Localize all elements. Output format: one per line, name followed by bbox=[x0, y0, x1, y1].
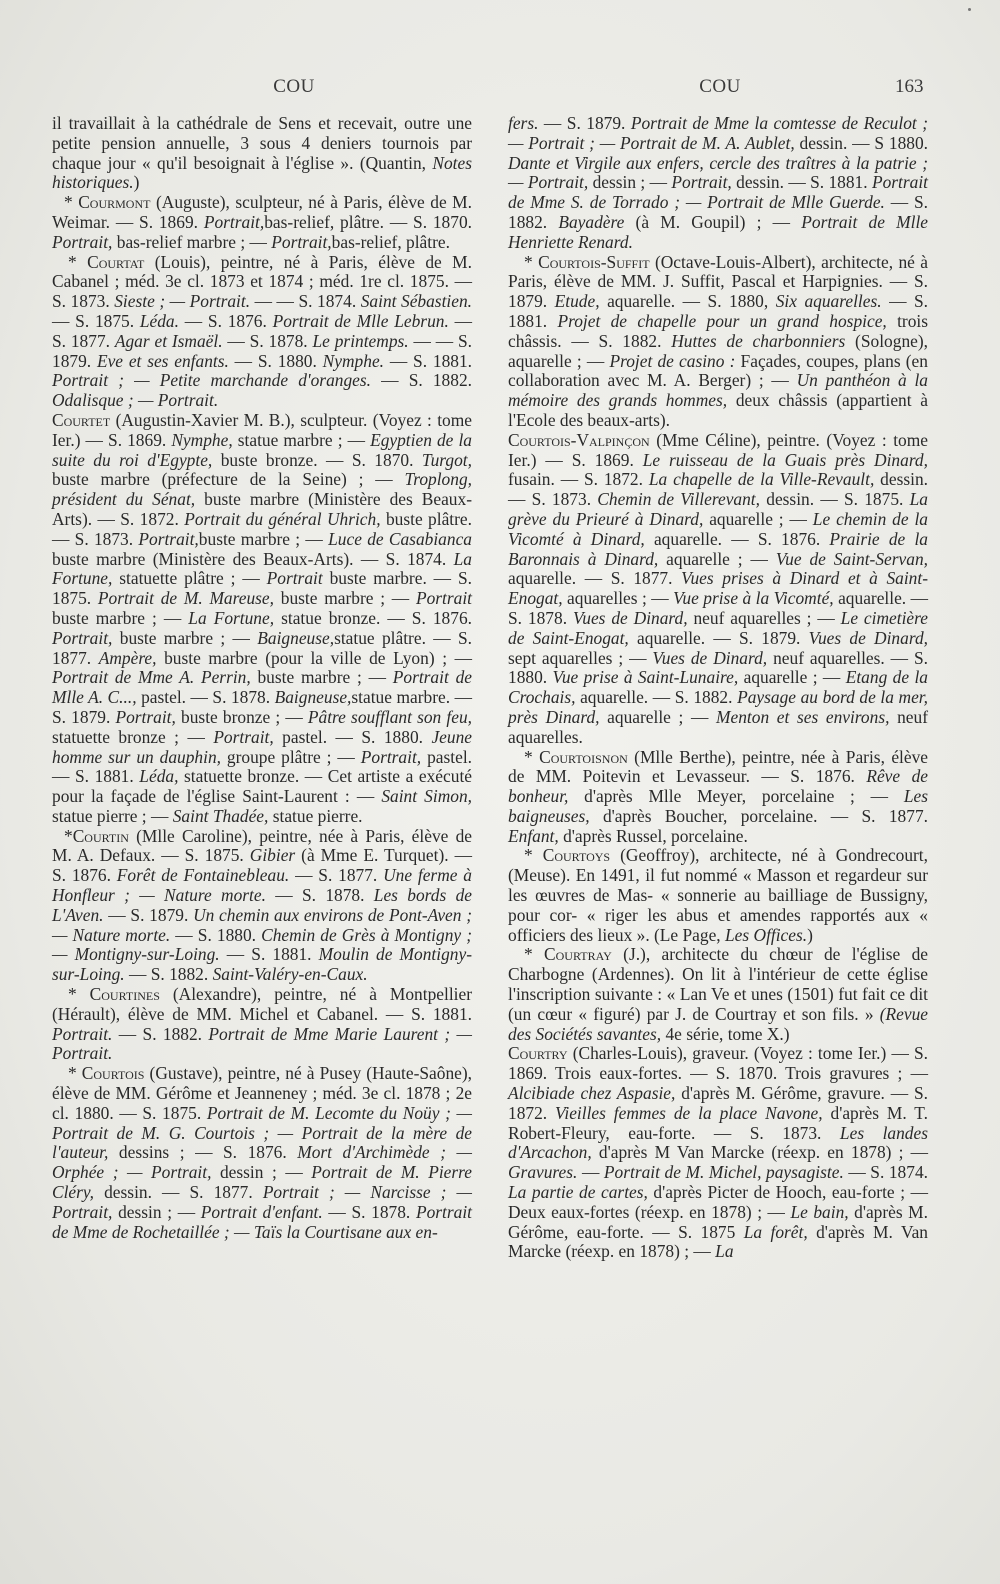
entry-name: Courtines bbox=[89, 984, 160, 1005]
text-run: (à M. Goupil) ; — bbox=[624, 211, 802, 232]
text-run: dessins ; — S. 1876. bbox=[108, 1142, 298, 1163]
italic-text: Nymphe. bbox=[322, 350, 385, 371]
italic-text: Portrait de M. Pierre Cléry, bbox=[52, 1162, 472, 1203]
text-run: dessin. — S. 1881. bbox=[731, 172, 872, 193]
italic-text: Portrait, bbox=[138, 528, 199, 549]
text-run: (Sologne), aquarelle ; — bbox=[508, 330, 928, 371]
italic-text: Gravures. bbox=[508, 1162, 578, 1183]
text-run: buste marbre ; — bbox=[112, 627, 258, 648]
italic-text: Portrait. bbox=[52, 1023, 113, 1044]
text-run: statuette bronze. — Cet artiste a exécuté pour la façade de l'église Saint-Laurent : — bbox=[52, 766, 472, 807]
text-run: * bbox=[524, 944, 545, 965]
text-run: — — S. 1874. bbox=[250, 291, 361, 312]
text-run: neuf aquarelles. bbox=[508, 706, 928, 747]
entry-courtray bbox=[508, 945, 928, 1044]
italic-text: La forêt, bbox=[743, 1221, 808, 1242]
italic-text: Chemin de Villerevant, bbox=[597, 489, 760, 510]
italic-text: Etang de la Crochais, bbox=[508, 667, 928, 708]
italic-text: Ampère, bbox=[98, 647, 157, 668]
text-run: buste marbre ; — bbox=[250, 667, 393, 688]
italic-text: Portrait, bbox=[360, 746, 422, 767]
italic-text: Enfant, bbox=[508, 825, 559, 846]
italic-text: Saint Thadée, bbox=[172, 805, 269, 826]
entry-courtoisnon bbox=[508, 748, 928, 847]
italic-text: Vieilles femmes de la place Navone, bbox=[555, 1102, 823, 1123]
text-run: aquarelle. — S. 1879. bbox=[628, 627, 809, 648]
text-run: buste bronze ; — bbox=[175, 706, 308, 727]
text-run: (à Mme E. Turquet). — S. 1876. bbox=[52, 845, 472, 886]
italic-text: Sieste ; — Portrait. bbox=[114, 291, 251, 312]
italic-text: Un chemin aux environs de Pont-Aven ; — Nature morte. bbox=[52, 904, 472, 945]
text-run: ) bbox=[133, 172, 140, 193]
italic-text: Le chemin de la Vicomté à Dinard, bbox=[508, 508, 928, 549]
italic-text: La bbox=[715, 1241, 734, 1262]
italic-text: Les bords de L'Aven. bbox=[52, 885, 472, 925]
italic-text: La Fortune, bbox=[52, 548, 472, 589]
italic-text: Paysage au bord de la mer, près Dinard, bbox=[508, 687, 928, 727]
text-run: * bbox=[68, 984, 90, 1005]
italic-text: Menton et ses environs, bbox=[716, 706, 890, 727]
italic-text: Portrait, bbox=[203, 211, 265, 232]
text-run: dessin. — S. 1873. bbox=[508, 469, 928, 510]
italic-text: Jeune homme sur un dauphin, bbox=[52, 726, 472, 767]
text-run: buste marbre (Ministère des Beaux-Arts). — S. 1874. bbox=[52, 548, 454, 569]
entry-name: Courtin bbox=[72, 825, 129, 846]
italic-text: Portrait de M. Mareuse, bbox=[97, 588, 274, 609]
italic-text: Portrait de Mlle A. C..., bbox=[52, 667, 472, 708]
text-run: groupe plâtre ; — bbox=[221, 746, 361, 767]
text-run: — S. 1877. bbox=[52, 310, 472, 351]
text-run: — S. 1876. bbox=[178, 310, 273, 331]
italic-text: Portrait ; — Petite marchande d'oranges. bbox=[52, 370, 371, 391]
text-run: * bbox=[68, 1063, 82, 1084]
text-run: (Alexandre), peintre, né à Montpellier (Hérault), élève de MM. Michel et Cabanel. — S. 1881. bbox=[52, 984, 472, 1024]
text-run: 4e série, tome X.) bbox=[661, 1023, 790, 1044]
running-head-left: COU bbox=[273, 76, 315, 97]
text-run: trois châssis. — S. 1882. bbox=[508, 310, 928, 351]
text-run: — S. 1880. bbox=[170, 924, 262, 945]
left-column bbox=[52, 114, 472, 1242]
running-head-right: COU bbox=[699, 76, 741, 97]
text-run: buste marbre (préfecture de la Seine) ; — bbox=[52, 469, 405, 490]
entry-name: Courtoisnon bbox=[539, 746, 628, 767]
italic-text: Gibier bbox=[249, 845, 296, 866]
text-run: statue bronze. — S. 1876. bbox=[274, 607, 472, 628]
text-run: — S. 1881. bbox=[219, 944, 319, 965]
italic-text: Le printemps. bbox=[312, 330, 409, 351]
italic-text: La Fortune, bbox=[188, 607, 275, 628]
italic-text: Turgot, bbox=[421, 449, 472, 470]
italic-text: Léda, bbox=[139, 766, 179, 787]
text-run: — bbox=[577, 1162, 604, 1183]
text-run: aquarelle. — S. 1878. bbox=[508, 588, 928, 628]
italic-text: Agar et Ismaël. bbox=[114, 330, 223, 351]
text-run: Façades, coupes, plans (en collaboration avec M. A. Berger) ; — bbox=[508, 350, 928, 391]
italic-text: Les Offices. bbox=[725, 924, 808, 945]
italic-text: Chemin de Grès à Montigny ; — Montigny-sur-Loing. bbox=[52, 924, 472, 965]
italic-text: Rêve de bonheur, bbox=[508, 766, 928, 807]
entry-name: Courtois-Suffit bbox=[538, 251, 650, 272]
italic-text: Saint Simon, bbox=[381, 786, 472, 807]
italic-text: Nymphe, bbox=[171, 429, 233, 450]
text-run: aquarelle. — S. 1880, bbox=[599, 291, 776, 312]
italic-text: Projet de chapelle pour un grand hospice, bbox=[557, 310, 887, 331]
text-run: (Augustin-Xavier M. B.), sculpteur. (Voyez : tome Ier.) — S. 1869. bbox=[52, 409, 472, 450]
italic-text: Portrait ; — Narcisse ; — Portrait, bbox=[52, 1182, 472, 1222]
text-run: buste marbre ; — bbox=[274, 588, 416, 609]
italic-text: Pâtre soufflant son feu, bbox=[307, 706, 472, 727]
entry-courtois bbox=[52, 1064, 472, 1242]
text-run: (Geoffroy), architecte, né à Gondrecourt, (Meuse). En 1491, il fut nommé « Masson et regardeur sur les œuvres de Mas- « sonnerie au bailliage de Bussigny, pour cor- « riger les abus et amendes rapportés aux « officiers des lieux ». (Le Page, bbox=[508, 845, 928, 945]
text-run: statuette plâtre ; — bbox=[112, 568, 267, 589]
italic-text: Portrait de Mme A. Perrin, bbox=[52, 667, 251, 688]
text-run: pastel. — S. 1878. bbox=[136, 687, 275, 708]
text-run: bas-relief marbre ; — bbox=[112, 231, 272, 252]
text-run: — S. 1882. bbox=[112, 1023, 209, 1044]
entry-courtoys bbox=[508, 846, 928, 945]
text-run: (Mme Céline), peintre. (Voyez : tome Ier.) — S. 1869. bbox=[508, 429, 928, 470]
text-run: — S. 1878. bbox=[322, 1201, 416, 1222]
italic-text: Baigneuse, bbox=[257, 627, 335, 648]
italic-text: Léda. bbox=[139, 310, 179, 331]
italic-text: Portrait de Mlle Henriette Renard. bbox=[508, 211, 928, 252]
italic-text: Dante et Virgile aux enfers, cercle des traîtres à la patrie ; — Portrait, bbox=[508, 152, 928, 193]
entry-courtry bbox=[508, 1044, 928, 1262]
text-run: — S. 1881. bbox=[384, 350, 472, 371]
italic-text: Eve et ses enfants. bbox=[96, 350, 229, 371]
text-run: statue marbre. — S. 1879. bbox=[52, 687, 472, 727]
text-run: — S. 1882. bbox=[124, 964, 213, 985]
italic-text: Projet de casino : bbox=[609, 350, 736, 371]
entry-courtois-suffit bbox=[508, 253, 928, 431]
italic-text: Les landes d'Arcachon, bbox=[508, 1122, 928, 1163]
text-run: — S. 1882. bbox=[371, 370, 472, 391]
italic-text: Odalisque ; — Portrait. bbox=[52, 390, 219, 411]
italic-text: Portrait, bbox=[52, 231, 113, 252]
italic-text: Portrait de M. Michel, paysagiste. bbox=[603, 1162, 844, 1183]
italic-text: Le bain, bbox=[790, 1201, 849, 1222]
italic-text: Huttes de charbonniers bbox=[671, 330, 846, 351]
text-run: d'après Mlle Meyer, porcelaine ; — bbox=[568, 786, 904, 807]
italic-text: Portrait de Mme de Rochetaillée ; — Taïs la Courtisane aux en- bbox=[52, 1201, 472, 1242]
entry-name: Courtet bbox=[52, 409, 111, 430]
entry-name: Courtoys bbox=[542, 845, 611, 866]
text-run: (Octave-Louis-Albert), architecte, né à Paris, élève de MM. J. Suffit, Pascal et Harpignies. — S. 1879. bbox=[508, 251, 928, 312]
text-run: * bbox=[68, 251, 88, 272]
text-run: il travaillait à la cathédrale de Sens et recevait, outre une petite pension annuelle, 3 sous 4 deniers tournois par chaque jour « qu'il besoignait à l'église ». (Quantin, bbox=[52, 113, 472, 173]
entry-courtat bbox=[52, 253, 472, 411]
entry-name: Courtois bbox=[81, 1063, 145, 1084]
text-run: buste marbre. — S. 1875. bbox=[52, 568, 472, 609]
text-run: * bbox=[524, 845, 543, 866]
italic-text: Les baigneuses, bbox=[508, 786, 928, 826]
italic-text: Troplong, président du Sénat, bbox=[52, 469, 472, 510]
text-run: — S. 1882. bbox=[508, 192, 928, 232]
italic-text: Forêt de Fontainebleau. bbox=[116, 865, 290, 886]
text-run: (Gustave), peintre, né à Pusey (Haute-Saône), élève de MM. Gérôme et Jeanneney ; méd. 3e cl. 1878 ; 2e cl. 1880. — S. 1875. bbox=[52, 1063, 473, 1123]
italic-text: Portrait de Mme Marie Laurent ; — Portrait. bbox=[52, 1023, 472, 1064]
entry-courtin bbox=[52, 827, 472, 985]
text-run: d'après Boucher, porcelaine. — S. 1877. bbox=[589, 805, 928, 826]
italic-text: fers. bbox=[508, 113, 539, 133]
text-run: statuette bronze ; — bbox=[52, 726, 214, 747]
text-run: deux châssis (appartient à l'Ecole des beaux-arts). bbox=[508, 390, 928, 430]
italic-text: Portrait de M. Lecomte du Noüy ; — Portrait de M. G. Courtois ; — Portrait de la mère de l'auteur, bbox=[52, 1102, 472, 1163]
text-run: neuf aquarelles. — S. 1880. bbox=[508, 647, 928, 688]
italic-text: Baigneuse, bbox=[274, 687, 352, 708]
text-run: (Mlle Berthe), peintre, née à Paris, élève de MM. Poitevin et Levasseur. — S. 1876. bbox=[508, 746, 929, 787]
text-run: * bbox=[524, 746, 540, 767]
text-run: statue plâtre. — S. 1877. bbox=[52, 627, 473, 668]
text-run: * bbox=[524, 251, 539, 272]
text-run: — — S. 1879. bbox=[52, 330, 472, 371]
italic-text: Portrait bbox=[266, 568, 323, 589]
text-run: aquarelle. — S. 1877. bbox=[508, 568, 682, 589]
italic-text: Portrait, bbox=[671, 172, 732, 193]
italic-text: Vue prise à la Vicomté, bbox=[673, 588, 834, 609]
text-run: — S. 1879. bbox=[538, 113, 631, 133]
text-run: neuf aquarelles ; — bbox=[687, 607, 841, 628]
text-run: aquarelle ; — bbox=[703, 508, 813, 529]
entry-courmont bbox=[52, 193, 472, 252]
text-run: buste plâtre. — S. 1873. bbox=[52, 508, 472, 549]
text-run: dessin. — S. 1877. bbox=[94, 1182, 263, 1203]
text-run: dessin. — S 1880. bbox=[794, 132, 928, 153]
italic-text: Prairie de la Baronnais à Dinard, bbox=[508, 528, 928, 569]
entry-name: Courtray bbox=[544, 944, 612, 965]
italic-text: Portrait de Mlle Lebrun. bbox=[272, 310, 449, 331]
entry-name: Courtat bbox=[87, 251, 145, 272]
entry-continuation bbox=[52, 114, 472, 193]
text-run: buste bronze. — S. 1870. bbox=[212, 449, 422, 470]
italic-text: Etude, bbox=[554, 291, 600, 312]
italic-text: Vues prises à Dinard et à Saint-Enogat, bbox=[508, 568, 928, 609]
text-run: d'après M. Gérôme, eau-forte. — S. 1875 bbox=[508, 1201, 928, 1242]
italic-text: La partie de cartes, bbox=[508, 1182, 648, 1203]
entry-name: Courmont bbox=[78, 192, 151, 213]
italic-text: Une ferme à Honfleur ; — Nature morte. bbox=[52, 865, 472, 906]
text-run: dessin. — S. 1875. bbox=[760, 489, 910, 510]
text-run: (Mlle Caroline), peintre, née à Paris, élève de M. A. Defaux. — S. 1875. bbox=[52, 825, 472, 866]
text-run: bas-relief, plâtre. bbox=[331, 231, 450, 252]
text-run: — S. 1881. bbox=[508, 291, 928, 331]
italic-text: Saint Sébastien. bbox=[360, 291, 473, 312]
entry-courtines bbox=[52, 985, 472, 1064]
text-run: fusain. — S. 1872. bbox=[508, 469, 649, 490]
italic-text: (Revue des Sociétés savantes, bbox=[508, 1003, 928, 1044]
italic-text: Portrait, bbox=[271, 231, 332, 252]
italic-text: Six aquarelles. bbox=[775, 291, 882, 312]
italic-text: Un panthéon à la mémoire des grands hommes, bbox=[508, 370, 929, 411]
italic-text: Mort d'Archimède ; — Orphée ; — Portrait, bbox=[52, 1142, 472, 1183]
italic-text: Le ruisseau de la Guais près Dinard, bbox=[642, 449, 928, 470]
text-run: bas-relief, plâtre. — S. 1870. bbox=[264, 211, 472, 232]
text-run: d'après Picter de Hooch, eau-forte ; — Deux eaux-fortes (réexp. en 1878) ; — bbox=[508, 1182, 928, 1222]
italic-text: Notes historiques. bbox=[52, 152, 472, 193]
text-run: statue pierre. bbox=[268, 805, 363, 826]
text-run: — S. 1879. bbox=[103, 904, 194, 925]
text-run: d'après M Van Marcke (réexp. en 1878) ; — bbox=[591, 1142, 928, 1163]
text-run: d'après M. T. Robert-Fleury, eau-forte. — S. 1873. bbox=[508, 1102, 928, 1143]
italic-text: Portrait de Mme la comtesse de Reculot ; — Portrait ; — Portrait de M. A. Aublet, bbox=[508, 113, 928, 153]
italic-text: Moulin de Montigny-sur-Loing. bbox=[52, 944, 472, 985]
entry-courtet bbox=[52, 411, 472, 827]
italic-text: Portrait du général Uhrich, bbox=[184, 508, 381, 529]
text-run: dessin ; — bbox=[588, 172, 672, 193]
italic-text: Vues de Dinard, bbox=[572, 607, 688, 628]
text-run: aquarelles ; — bbox=[562, 588, 674, 609]
italic-text: Vue de Saint-Servan, bbox=[775, 548, 928, 569]
text-run: statue pierre ; — bbox=[52, 805, 173, 826]
italic-text: Portrait de Mme S. de Torrado ; — Portrait de Mlle Guerde. bbox=[508, 172, 929, 213]
text-run: pastel. — S. 1880. bbox=[273, 726, 432, 747]
text-run: — S. 1880. bbox=[228, 350, 323, 371]
entry-courtois-valpincon bbox=[508, 431, 928, 748]
text-run: (Louis), peintre, né à Paris, élève de M. Cabanel ; méd. 3e cl. 1873 et 1874 ; méd. 1re cl. 1875. — S. 1873. bbox=[52, 251, 472, 312]
text-run: d'après M. Gérôme, gravure. — S. 1872. bbox=[508, 1083, 929, 1123]
text-run: buste marbre ; — bbox=[198, 528, 329, 549]
text-run: (J.), architecte du chœur de l'église de Charbogne (Ardennes). On lit à l'intérieur de cette église l'inscription suivante : « Lan Ve et unes (1501) fut fait ce dit (un cœur « figuré) par J. de Courtray et son fils. » bbox=[508, 944, 928, 1024]
text-run: statue marbre ; — bbox=[232, 429, 371, 450]
italic-text: Luce de Casabianca bbox=[328, 528, 472, 549]
italic-text: Portrait, bbox=[213, 726, 274, 747]
italic-text: Vues de Dinard, bbox=[652, 647, 768, 668]
text-run: dessin ; — bbox=[112, 1201, 201, 1222]
italic-text: Saint-Valéry-en-Caux. bbox=[212, 964, 368, 985]
text-run: aquarelle ; — bbox=[599, 706, 717, 727]
paper-speck bbox=[968, 8, 971, 11]
text-run: * bbox=[64, 192, 79, 213]
italic-text: Egyptien de la suite du roi d'Egypte, bbox=[52, 429, 472, 470]
text-run: — S. 1874. bbox=[843, 1162, 928, 1183]
text-run: — S. 1878. bbox=[265, 885, 374, 906]
text-run: d'après M. Van Marcke (réexp. en 1878) ; — bbox=[508, 1221, 929, 1262]
italic-text: Portrait d'enfant. bbox=[200, 1201, 323, 1222]
text-run: — S. 1877. bbox=[289, 865, 384, 886]
text-run: sept aquarelles ; — bbox=[508, 647, 653, 668]
italic-text: Bayadère bbox=[558, 211, 625, 232]
text-run: ) bbox=[807, 924, 813, 945]
italic-text: Portrait, bbox=[52, 627, 113, 648]
italic-text: Alcibiade chez Aspasie, bbox=[508, 1083, 676, 1104]
page-number: 163 bbox=[895, 76, 924, 97]
text-run: — S. 1878. bbox=[222, 330, 313, 351]
text-run: buste marbre ; — bbox=[52, 607, 189, 628]
text-run: buste marbre (Ministère des Beaux-Arts). — S. 1872. bbox=[52, 489, 472, 529]
entry-courtois-continued bbox=[508, 114, 928, 253]
italic-text: La chapelle de la Ville-Revault, bbox=[648, 469, 875, 490]
text-run: aquarelle. — S. 1876. bbox=[644, 528, 830, 549]
text-run: — S. 1875. bbox=[52, 310, 140, 331]
text-run: pastel. — S. 1881. bbox=[52, 746, 472, 787]
text-run: buste marbre (pour la ville de Lyon) ; — bbox=[156, 647, 472, 668]
italic-text: Le cimetière de Saint-Enogat, bbox=[508, 607, 928, 648]
text-run: (Auguste), sculpteur, né à Paris, élève de M. Weimar. — S. 1869. bbox=[52, 192, 472, 232]
italic-text: Portrait, bbox=[115, 706, 176, 727]
text-run: aquarelle. — S. 1882. bbox=[575, 687, 738, 708]
text-run: (Charles-Louis), graveur. (Voyez : tome Ier.) — S. 1869. Trois eaux-fortes. — S. 1870. Trois gravures ; — bbox=[508, 1043, 928, 1084]
italic-text: Vue prise à Saint-Lunaire, bbox=[552, 667, 739, 688]
italic-text: Vues de Dinard, bbox=[808, 627, 928, 648]
text-run: * bbox=[64, 825, 73, 846]
right-column bbox=[508, 114, 928, 1262]
text-run: aquarelle ; — bbox=[738, 667, 846, 688]
italic-text: La grève du Prieuré à Dinard, bbox=[508, 489, 928, 529]
entry-name: Courtry bbox=[508, 1043, 568, 1064]
entry-name: Courtois-Valpinçon bbox=[508, 429, 650, 450]
text-run: dessin ; — bbox=[211, 1162, 312, 1183]
italic-text: Portrait bbox=[415, 588, 472, 609]
text-run: d'après Russel, porcelaine. bbox=[558, 825, 748, 846]
text-run: aquarelle ; — bbox=[658, 548, 776, 569]
